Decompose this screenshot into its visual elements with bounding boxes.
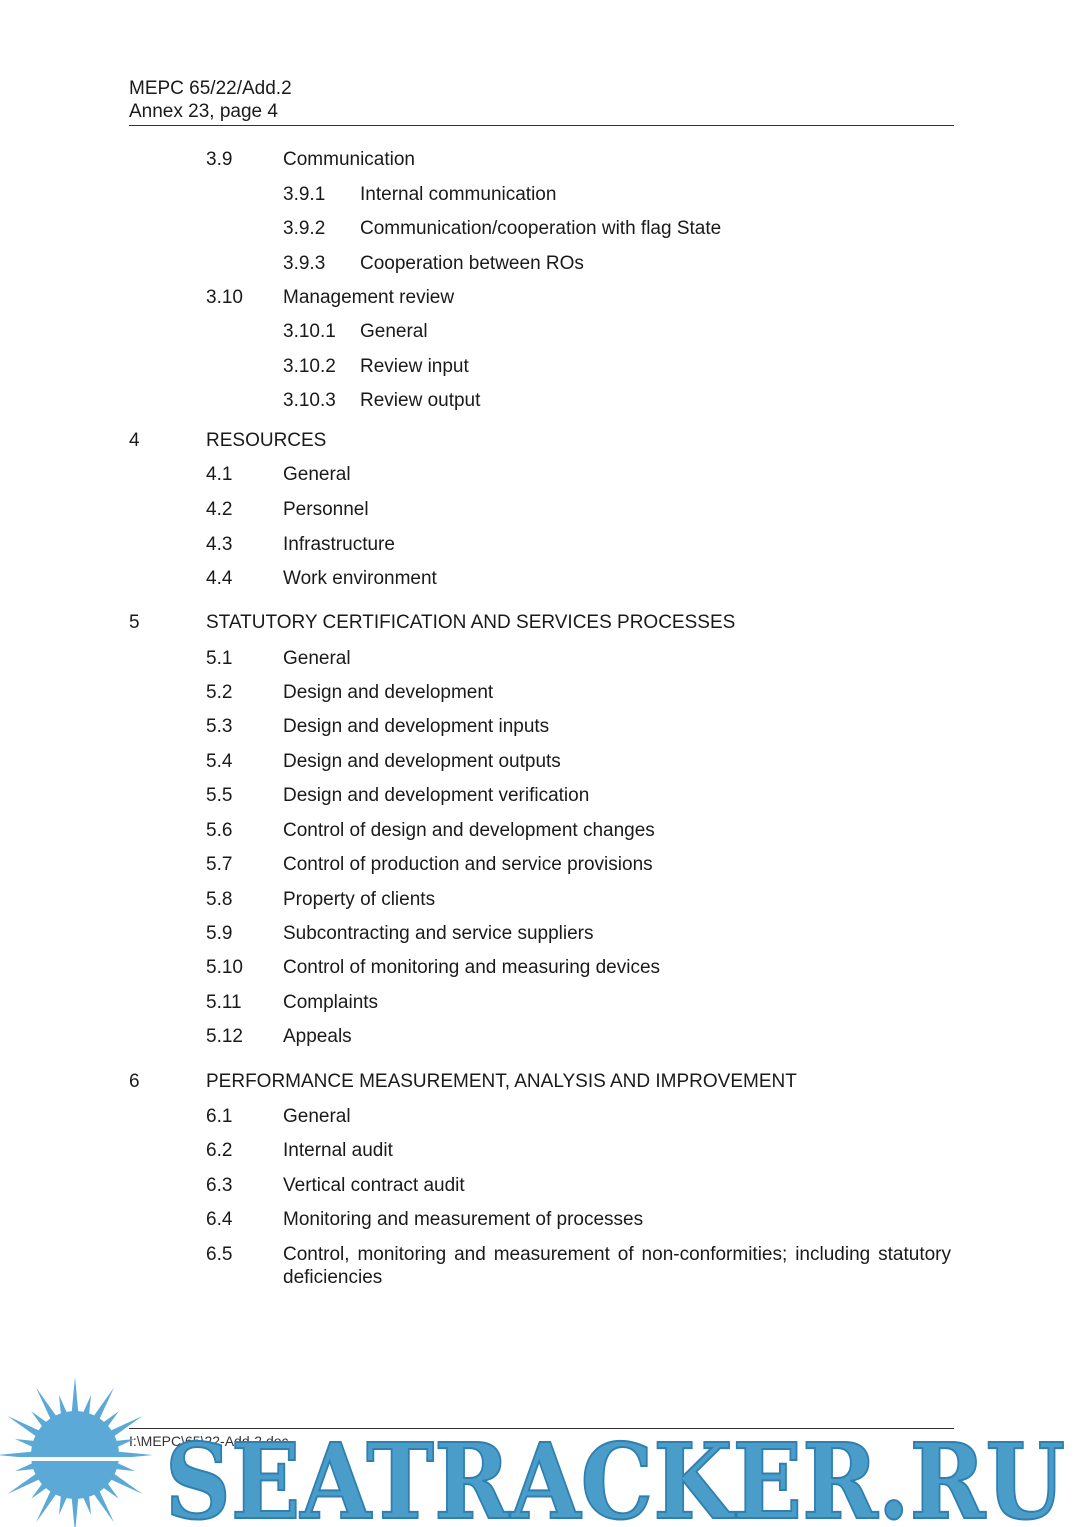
toc-entry-label: Property of clients — [283, 889, 436, 910]
toc-entry-number: 5.3 — [206, 716, 233, 737]
toc-entry-label: General — [360, 321, 428, 342]
toc-entry-number: 4.4 — [206, 568, 233, 589]
toc-entry-label: Control of monitoring and measuring devices — [283, 957, 661, 978]
toc-entry-number: 6.2 — [206, 1140, 233, 1161]
toc-entry-number: 5.2 — [206, 682, 233, 703]
toc-entry-label: Personnel — [283, 499, 369, 520]
toc-entry-number: 3.10 — [206, 287, 243, 308]
toc-entry-number: 3.9 — [206, 149, 233, 170]
toc-entry-number: 6.5 — [206, 1244, 233, 1265]
toc-entry-label: Complaints — [283, 992, 379, 1013]
page-reference: Annex 23, page 4 — [129, 101, 278, 122]
footer-file-path: I:\MEPC\65\22-Add-2.doc — [129, 1433, 289, 1449]
toc-entry-number: 5.5 — [206, 785, 233, 806]
toc-entry-label: Design and development inputs — [283, 716, 550, 737]
toc-entry-label: Vertical contract audit — [283, 1175, 465, 1196]
toc-entry-number: 6.1 — [206, 1106, 233, 1127]
toc-entry-number: 4.3 — [206, 534, 233, 555]
toc-entry-label: Monitoring and measurement of processes — [283, 1209, 644, 1230]
toc-entry-label: PERFORMANCE MEASUREMENT, ANALYSIS AND IMPROVEMENT — [206, 1071, 797, 1092]
toc-entry-label: Cooperation between ROs — [360, 253, 584, 274]
toc-entry-number: 6.4 — [206, 1209, 233, 1230]
toc-entry-number: 5 — [129, 612, 140, 633]
toc-entry-label: Management review — [283, 287, 455, 308]
watermark-text: SEATRACKER.RU — [165, 1420, 1065, 1527]
toc-entry-label: Design and development outputs — [283, 751, 561, 772]
toc-entry-label: Appeals — [283, 1026, 352, 1047]
watermark-logo — [0, 1360, 1080, 1527]
toc-entry-number: 5.10 — [206, 957, 243, 978]
toc-entry-number: 4.2 — [206, 499, 233, 520]
toc-entry-label: Work environment — [283, 568, 437, 589]
sun-icon — [0, 1377, 153, 1527]
toc-entry-number: 5.1 — [206, 648, 233, 669]
toc-entry-label: General — [283, 464, 351, 485]
header-divider — [129, 125, 954, 126]
toc-entry-label: Communication/cooperation with flag State — [360, 218, 722, 239]
toc-entry-number: 5.12 — [206, 1026, 243, 1047]
toc-entry-number: 5.11 — [206, 992, 242, 1013]
toc-entry-number: 6.3 — [206, 1175, 233, 1196]
toc-entry-label: Infrastructure — [283, 534, 395, 555]
toc-entry-label: Design and development verification — [283, 785, 590, 806]
toc-entry-label: Subcontracting and service suppliers — [283, 923, 594, 944]
toc-entry-number: 5.8 — [206, 889, 233, 910]
toc-entry-label: Review output — [360, 390, 481, 411]
toc-entry-number: 3.10.3 — [283, 390, 336, 411]
toc-entry-number: 5.9 — [206, 923, 233, 944]
toc-entry-number: 3.9.1 — [283, 184, 326, 205]
toc-entry-number: 4 — [129, 430, 140, 451]
toc-entry-label: General — [283, 1106, 351, 1127]
page-header — [129, 77, 292, 123]
toc-entry-label: Review input — [360, 356, 469, 377]
toc-entry-label: Control, monitoring and measurement of non-conformities; including statutory deficiencies — [283, 1244, 951, 1288]
toc-entry-number: 5.4 — [206, 751, 233, 772]
toc-entry-number: 4.1 — [206, 464, 233, 485]
toc-entry-number: 5.7 — [206, 854, 233, 875]
toc-entry-label: Control of production and service provisions — [283, 854, 653, 875]
toc-entry-label: Design and development — [283, 682, 494, 703]
document-reference: MEPC 65/22/Add.2 — [129, 78, 292, 99]
toc-entry-label: Internal audit — [283, 1140, 393, 1161]
toc-entry-label: STATUTORY CERTIFICATION AND SERVICES PROCESSES — [206, 612, 736, 633]
toc-entry-label: Control of design and development changes — [283, 820, 655, 841]
toc-entry-number: 6 — [129, 1071, 140, 1092]
toc-entry-label: Internal communication — [360, 184, 557, 205]
toc-entry-label: General — [283, 648, 351, 669]
toc-entry-label: Communication — [283, 149, 415, 170]
toc-entry-label: RESOURCES — [206, 430, 327, 451]
toc-entry-number: 3.10.2 — [283, 356, 336, 377]
toc-entry-number: 3.9.2 — [283, 218, 326, 239]
toc-entry-number: 5.6 — [206, 820, 233, 841]
toc-entry-number: 3.9.3 — [283, 253, 326, 274]
toc-entry-number: 3.10.1 — [283, 321, 336, 342]
